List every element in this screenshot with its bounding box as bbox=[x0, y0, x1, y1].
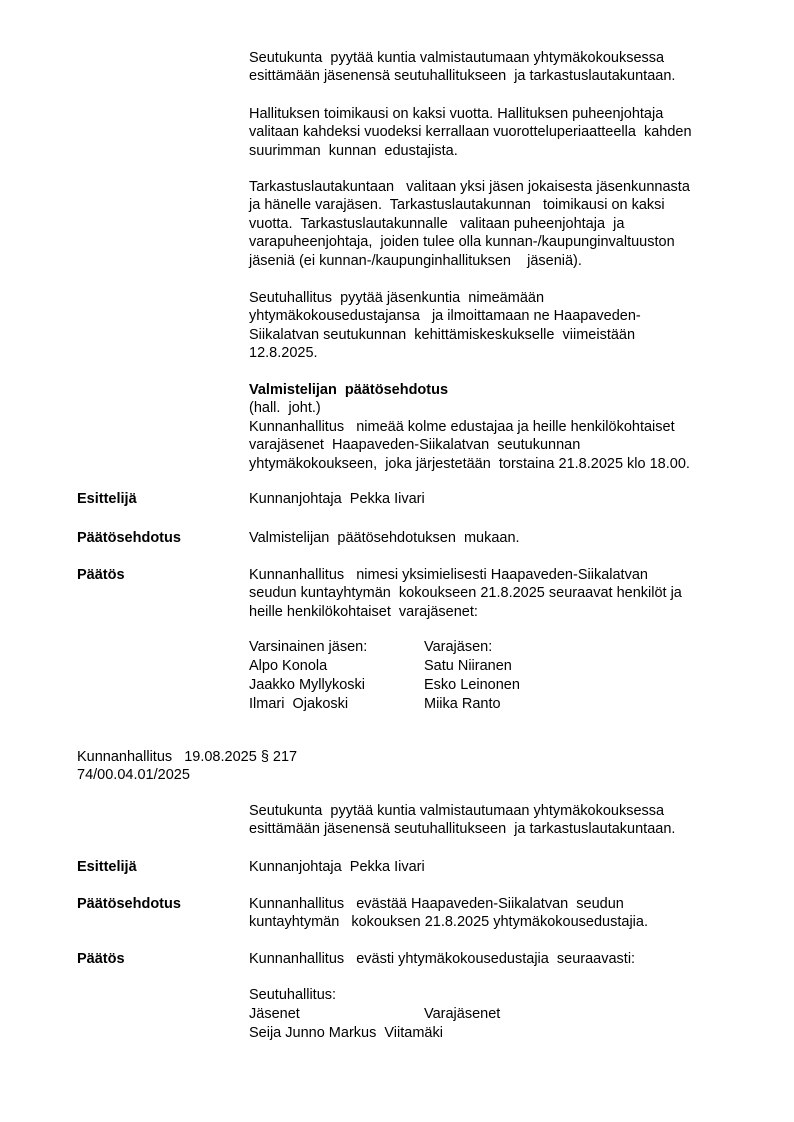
paatos-value bbox=[249, 566, 749, 621]
text-line: esittämään jäsenensä seutuhallitukseen ja tarkastuslautakuntaan. bbox=[249, 68, 676, 85]
paatos-label: Päätös bbox=[77, 951, 125, 967]
text-line: jäseniä (ei kunnan-/kaupunginhallituksen jäseniä). bbox=[249, 252, 582, 269]
board-header-members: Jäsenet bbox=[249, 1006, 300, 1022]
text-line: suurimman kunnan edustajista. bbox=[249, 142, 458, 159]
record-id: 74/00.04.01/2025 bbox=[77, 767, 190, 784]
text-line: Kunnanhallitus nimeää kolme edustajaa ja heille henkilökohtaiset bbox=[249, 418, 675, 435]
text-line: Hallituksen toimikausi on kaksi vuotta. Hallituksen puheenjohtaja bbox=[249, 106, 664, 122]
text-line: Kunnanhallitus nimesi yksimielisesti Haapaveden-Siikalatvan bbox=[249, 567, 648, 583]
member-primary: Alpo Konola bbox=[249, 658, 328, 674]
text-line: Tarkastuslautakuntaan valitaan yksi jäsen jokaisesta jäsenkunnasta bbox=[249, 179, 690, 195]
text-line: (hall. joht.) bbox=[249, 400, 321, 417]
text-line: valitaan kahdeksi vuodeksi kerrallaan vuorotteluperiaatteella kahden bbox=[249, 124, 692, 141]
paatos-label: Päätös bbox=[77, 567, 125, 583]
member-deputy: Esko Leinonen bbox=[424, 677, 520, 693]
text-line: Kunnanhallitus evästää Haapaveden-Siikalatvan seudun bbox=[249, 896, 624, 912]
text-line: yhtymäkokousedustajansa ja ilmoittamaan ne Haapaveden- bbox=[249, 308, 641, 325]
seutuhallitus-paragraph bbox=[249, 289, 749, 363]
esittelija-label: Esittelijä bbox=[77, 491, 137, 507]
member-primary: Ilmari Ojakoski bbox=[249, 696, 349, 712]
proposal-heading: Valmistelijan päätösehdotus bbox=[249, 382, 449, 398]
text-line: heille henkilökohtaiset varajäsenet: bbox=[249, 603, 478, 620]
text-line: seudun kuntayhtymän kokoukseen 21.8.2025 seuraavat henkilöt ja bbox=[249, 585, 682, 602]
text-line: 12.8.2025. bbox=[249, 345, 318, 362]
members-header-primary: Varsinainen jäsen: bbox=[249, 639, 368, 655]
intro-paragraph bbox=[249, 49, 749, 86]
esittelija-value: Kunnanjohtaja Pekka Iivari bbox=[249, 491, 425, 507]
text-line: varajäsenet Haapaveden-Siikalatvan seutukunnan bbox=[249, 437, 581, 454]
paatosehdotus-value bbox=[249, 895, 749, 932]
text-line: Seutuhallitus pyytää jäsenkuntia nimeämään bbox=[249, 290, 545, 306]
paatosehdotus-label: Päätösehdotus bbox=[77, 896, 181, 912]
esittelija-label: Esittelijä bbox=[77, 859, 137, 875]
text-line: varapuheenjohtaja, joiden tulee olla kunnan-/kaupunginvaltuuston bbox=[249, 234, 675, 251]
text-line: Seutukunta pyytää kuntia valmistautumaan yhtymäkokouksessa bbox=[249, 803, 665, 819]
hallitus-paragraph bbox=[249, 105, 749, 160]
meeting-ref: Kunnanhallitus 19.08.2025 § 217 bbox=[77, 749, 298, 765]
member-primary: Jaakko Myllykoski bbox=[249, 677, 366, 693]
meeting-reference bbox=[77, 748, 297, 785]
members-header-deputy: Varajäsen: bbox=[424, 639, 493, 655]
paatosehdotus-value: Valmistelijan päätösehdotuksen mukaan. bbox=[249, 530, 520, 546]
intro-paragraph-2 bbox=[249, 802, 749, 839]
board-label: Seutuhallitus: bbox=[249, 987, 337, 1003]
text-line: ja hänelle varajäsen. Tarkastuslautakunnan toimikausi on kaksi bbox=[249, 197, 665, 214]
text-line: Siikalatvan seutukunnan kehittämiskeskukselle viimeistään bbox=[249, 326, 636, 343]
text-line: esittämään jäsenensä seutuhallitukseen ja tarkastuslautakuntaan. bbox=[249, 821, 676, 838]
text-line: vuotta. Tarkastuslautakunnalle valitaan puheenjohtaja ja bbox=[249, 215, 625, 232]
board-header-deputies: Varajäsenet bbox=[424, 1006, 501, 1022]
text-line: kuntayhtymän kokouksen 21.8.2025 yhtymäkokousedustajia. bbox=[249, 914, 648, 931]
member-deputy: Satu Niiranen bbox=[424, 658, 512, 674]
member-deputy: Miika Ranto bbox=[424, 696, 501, 712]
text-line: Seutukunta pyytää kuntia valmistautumaan yhtymäkokouksessa bbox=[249, 50, 665, 66]
board-row: Seija Junno Markus Viitamäki bbox=[249, 1025, 443, 1041]
proposal-block bbox=[249, 381, 749, 473]
esittelija-value: Kunnanjohtaja Pekka Iivari bbox=[249, 859, 425, 875]
paatosehdotus-label: Päätösehdotus bbox=[77, 530, 181, 546]
tarkastus-paragraph bbox=[249, 178, 749, 270]
paatos-value: Kunnanhallitus evästi yhtymäkokousedustajia seuraavasti: bbox=[249, 951, 636, 967]
text-line: yhtymäkokoukseen, joka järjestetään torstaina 21.8.2025 klo 18.00. bbox=[249, 455, 690, 472]
